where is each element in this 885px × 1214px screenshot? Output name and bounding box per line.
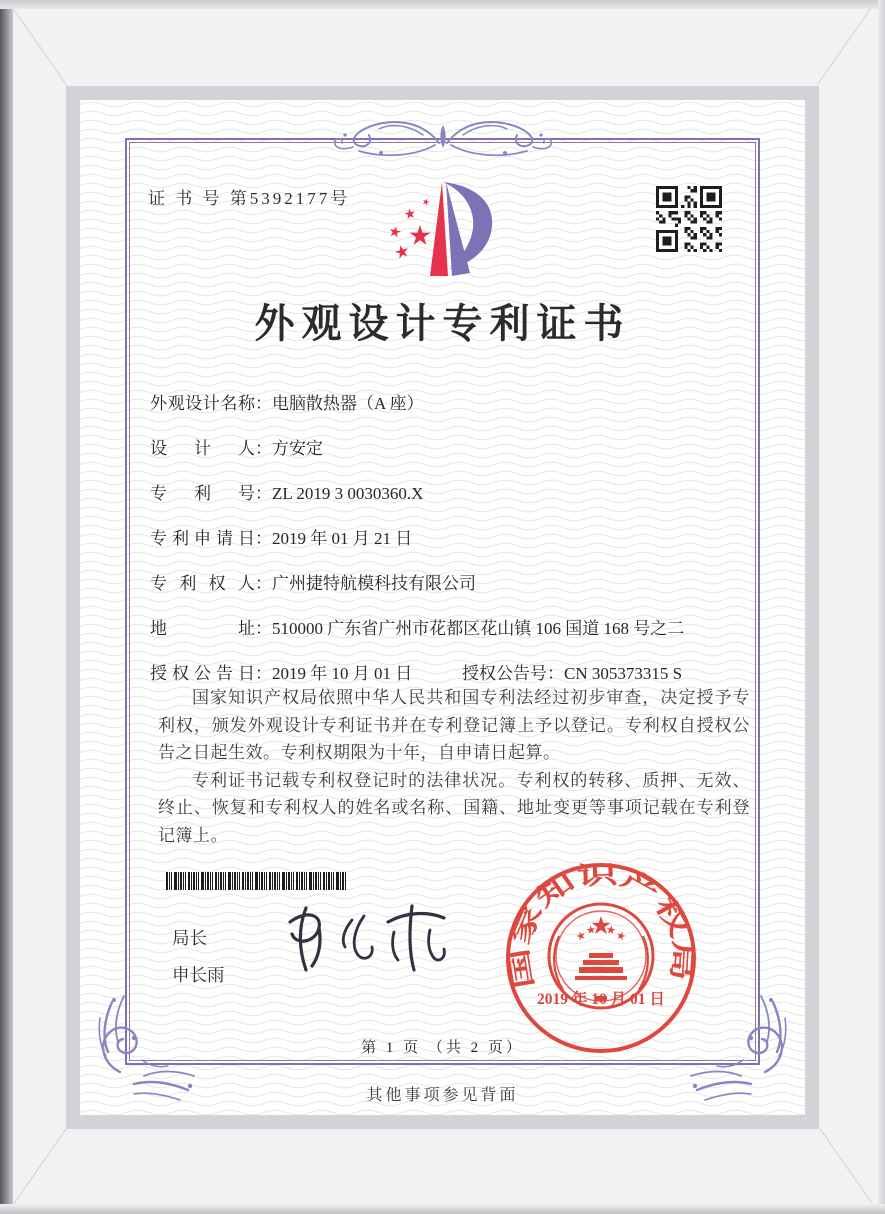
decorative-flourish-top	[318, 108, 568, 168]
frame-bevel	[13, 1129, 67, 1205]
seal-date: 2019 年 10 月 01 日	[537, 991, 665, 1008]
field-colon: ：	[255, 574, 272, 593]
certificate-number: 证 书 号 第5392177号	[148, 189, 351, 208]
field-address	[150, 619, 760, 639]
field-patentee	[150, 574, 760, 594]
field-value: 方安定	[272, 439, 323, 458]
legal-text	[158, 684, 750, 849]
field-colon: ：	[255, 439, 272, 458]
decorative-flourish-corner	[86, 986, 206, 1108]
signature-handwriting	[276, 892, 466, 992]
field-label: 设计人	[150, 439, 255, 458]
field-value: 2019 年 10 月 01 日	[272, 664, 413, 683]
frame-edge	[0, 0, 885, 9]
field-patent-number	[150, 484, 760, 504]
legal-paragraph: 国家知识产权局依照中华人民共和国专利法经过初步审查，决定授予专利权，颁发外观设计专利证书并在专利登记簿上予以登记。专利权自授权公告之日起生效。专利权期限为十年，自申请日起算。	[158, 688, 750, 762]
field-label: 专利申请日	[150, 529, 255, 548]
field-colon: ：	[255, 484, 272, 503]
signer-block	[172, 920, 225, 994]
field-colon: ：	[255, 664, 272, 683]
official-red-seal	[500, 858, 702, 1060]
legal-paragraph: 专利证书记载专利权登记时的法律状况。专利权的转移、质押、无效、终止、恢复和专利权人的姓名或名称、国籍、地址变更等事项记载在专利登记簿上。	[158, 770, 750, 845]
signer-title: 局长	[172, 928, 207, 948]
barcode	[166, 872, 350, 890]
field-colon: ：	[255, 394, 272, 413]
field-colon: ：	[547, 664, 564, 683]
field-label: 外观设计名称	[150, 394, 255, 413]
cnipa-logo-icon	[386, 176, 498, 284]
field-label: 授权公告日	[150, 664, 255, 683]
field-value: 510000 广东省广州市花都区花山镇 106 国道 168 号之二	[272, 619, 685, 638]
field-filing-date	[150, 529, 760, 549]
seal-agency-text: 国家知识产权局	[507, 862, 696, 991]
frame-edge	[0, 0, 13, 1214]
field-designer	[150, 439, 760, 459]
frame-edge	[878, 0, 885, 1214]
field-colon: ：	[255, 529, 272, 548]
frame-bevel	[819, 1128, 873, 1204]
frame-bevel	[13, 9, 67, 86]
signature-text	[80, 100, 81, 101]
frame-edge	[0, 1204, 885, 1214]
field-label: 专利权人	[150, 574, 255, 593]
field-value: 2019 年 01 月 21 日	[272, 529, 413, 548]
back-note: 其他事项参见背面	[366, 1087, 519, 1104]
field-colon: ：	[255, 619, 272, 638]
field-value: 电脑散热器（A 座）	[272, 394, 424, 413]
field-value: ZL 2019 3 0030360.X	[272, 484, 424, 503]
field-value: 广州捷特航模科技有限公司	[272, 574, 476, 593]
frame-bevel	[817, 8, 871, 85]
field-label: 地址	[150, 619, 255, 638]
field-design-name	[150, 394, 760, 414]
decorative-flourish-corner	[679, 986, 799, 1108]
field-label: 授权公告号	[462, 664, 547, 683]
field-value: CN 305373315 S	[564, 664, 683, 683]
field-grant-number	[462, 664, 682, 684]
mat-shadow	[66, 86, 819, 1129]
page-footer: 第 1 页 （共 2 页）	[361, 1040, 524, 1056]
qr-code	[656, 186, 722, 252]
certificate-paper	[80, 100, 805, 1115]
field-grant-date	[150, 664, 760, 684]
field-rows	[150, 394, 760, 709]
signer-name: 申长雨	[172, 965, 225, 985]
certificate-title: 外观设计专利证书	[254, 301, 631, 346]
field-label: 专利号	[150, 484, 255, 503]
